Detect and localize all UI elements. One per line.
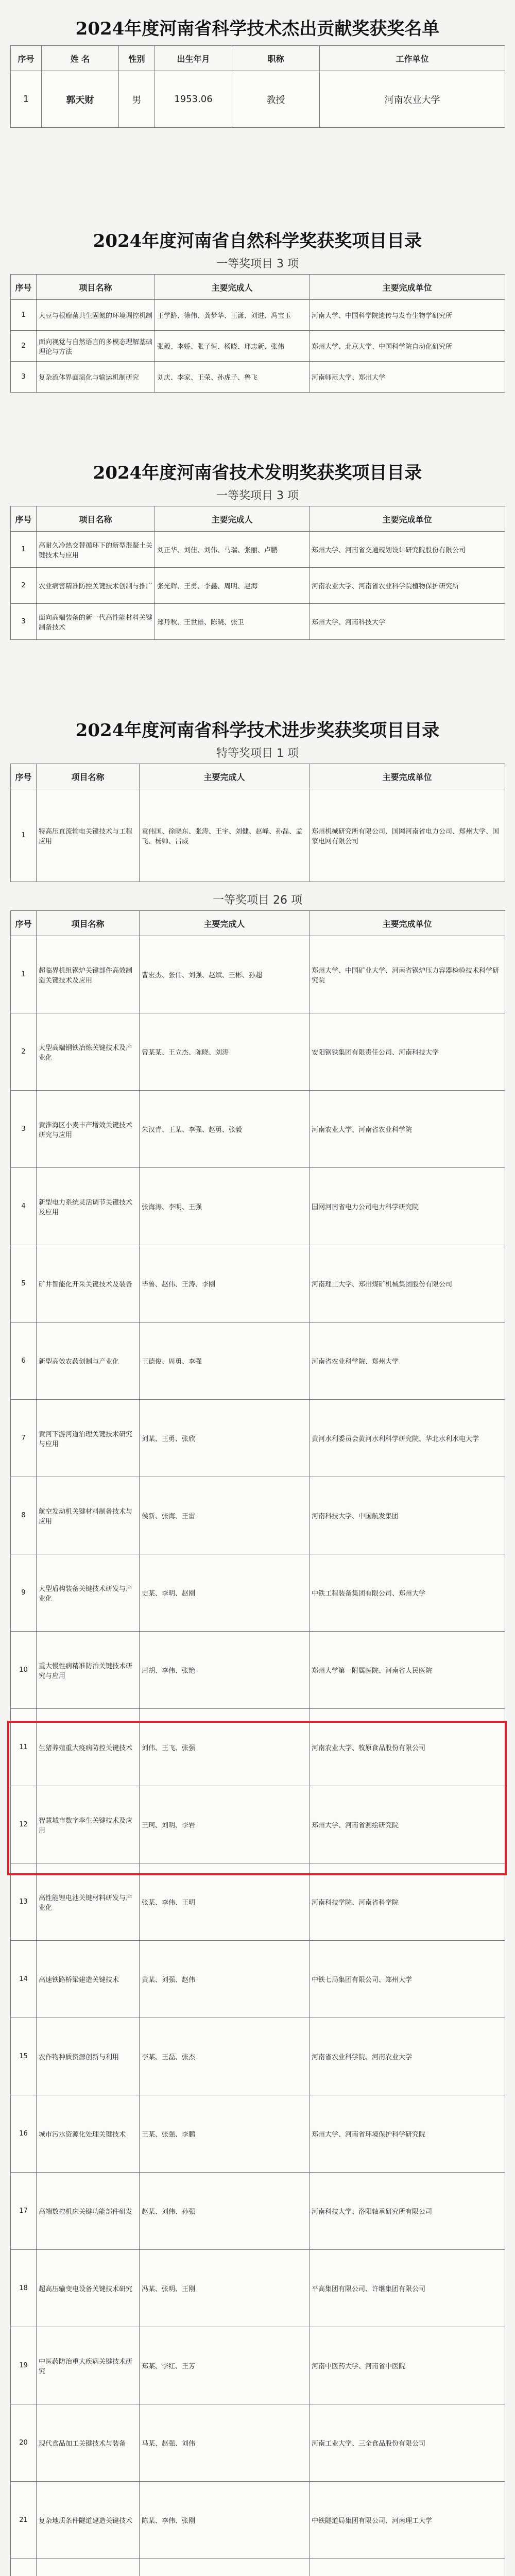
table-row (11, 1323, 505, 1400)
cell: 河南农业大学、河南省农业科学院植物保护研究所 (310, 568, 505, 604)
table-row (11, 2018, 505, 2095)
cell: 马某、赵强、刘伟 (140, 2404, 310, 2482)
table-row (11, 1013, 505, 1091)
cell (37, 2559, 140, 2576)
cell: 张毅、李娇、张子恒、杨晓、邢志新、张伟 (155, 331, 310, 362)
cell (140, 2559, 310, 2576)
cell: 2 (11, 1013, 37, 1091)
cell: 3 (11, 604, 37, 640)
header-cell: 出生年月 (155, 46, 232, 71)
cell: 大型盾构装备关键技术研发与产业化 (37, 1554, 140, 1632)
cell: 曹宏杰、张伟、刘强、赵斌、王彬、孙超 (140, 936, 310, 1013)
progress-first-grade: 一等奖项目 26 项 (213, 894, 302, 907)
cell: 黄河水利委员会黄河水利科学研究院、华北水利水电大学 (310, 1400, 505, 1477)
cell: 周胡、李伟、张艳 (140, 1632, 310, 1709)
cell: 新型电力系统灵活调节关键技术及应用 (37, 1168, 140, 1245)
cell: 郑州大学、河南省交通规划设计研究院股份有限公司 (310, 532, 505, 568)
cell (11, 2559, 37, 2576)
cell: 生猪养殖重大疫病防控关键技术 (37, 1709, 140, 1786)
cell: 朱汉青、王某、李强、赵勇、张毅 (140, 1091, 310, 1168)
cell: 袁伟国、徐晓东、张涛、王宇、刘健、赵峰、孙磊、孟飞、杨帅、吕威 (140, 789, 310, 882)
cell: 黄河下游河道治理关键技术研究与应用 (37, 1400, 140, 1477)
header-cell: 序号 (11, 764, 37, 789)
cell: 大豆与根瘤菌共生固氮的环境调控机制 (37, 300, 155, 331)
cell: 张某、李伟、王明 (140, 1863, 310, 1941)
cell: 河南农业大学、牧原食品股份有限公司 (310, 1709, 505, 1786)
cell: 1 (11, 71, 42, 128)
cell: 河南科技学院、河南省科学院 (310, 1863, 505, 1941)
natural-table (10, 274, 505, 393)
cell: 郑州大学、北京大学、中国科学院自动化研究所 (310, 331, 505, 362)
header-cell: 项目名称 (37, 275, 155, 300)
cell: 郑州大学、河南省环境保护科学研究院 (310, 2095, 505, 2173)
cell: 1 (11, 936, 37, 1013)
cell: 20 (11, 2404, 37, 2482)
header-cell: 主要完成单位 (310, 275, 505, 300)
cell: 郑州大学、河南省测绘研究院 (310, 1786, 505, 1863)
table-row (11, 604, 505, 640)
cell: 河南科技大学、洛阳轴承研究所有限公司 (310, 2173, 505, 2250)
contrib-title: 2024年度河南省科学技术杰出贡献奖获奖名单 (75, 19, 440, 39)
cell: 河南省农业科学院、郑州大学 (310, 1323, 505, 1400)
cell: 重大慢性病精准防治关键技术研究与应用 (37, 1632, 140, 1709)
header-cell: 序号 (11, 506, 37, 532)
cell: 黄某、刘强、赵伟 (140, 1941, 310, 2018)
cell: 河南理工大学、郑州煤矿机械集团股份有限公司 (310, 1245, 505, 1323)
cell: 黄淮海区小麦丰产增效关键技术研究与应用 (37, 1091, 140, 1168)
table-row (11, 71, 505, 128)
table-row (11, 2095, 505, 2173)
cell: 郑州大学、中国矿业大学、河南省锅炉压力容器检验技术科学研究院 (310, 936, 505, 1013)
cell: 侯新、张海、王雷 (140, 1477, 310, 1554)
header-cell: 性别 (119, 46, 155, 71)
header-cell: 序号 (11, 911, 37, 936)
cell: 刘正华、刘佳、刘伟、马瑞、张丽、卢鹏 (155, 532, 310, 568)
cell: 河南大学、中国科学院遗传与发育生物学研究所 (310, 300, 505, 331)
cell: 17 (11, 2173, 37, 2250)
cell: 河南农业大学 (320, 71, 505, 128)
cell: 赵某、刘伟、孙强 (140, 2173, 310, 2250)
cell: 王德俊、周勇、李强 (140, 1323, 310, 1400)
cell: 19 (11, 2327, 37, 2404)
header-cell: 序号 (11, 275, 37, 300)
table-row (11, 1554, 505, 1632)
cell: 王学路、徐伟、龚梦华、王潇、刘进、冯宝玉 (155, 300, 310, 331)
cell: 智慧城市数字孪生关键技术及应用 (37, 1786, 140, 1863)
invention-grade: 一等奖项目 3 项 (216, 489, 299, 502)
header-cell: 工作单位 (320, 46, 505, 71)
cell: 郑州大学、河南科技大学 (310, 604, 505, 640)
invention-section (0, 459, 515, 640)
invention-table (10, 506, 505, 640)
cell: 张海涛、李明、王强 (140, 1168, 310, 1245)
cell: 1 (11, 789, 37, 882)
progress-special-grade: 特等奖项目 1 项 (216, 747, 299, 760)
header-cell: 序号 (11, 46, 42, 71)
cell: 3 (11, 1091, 37, 1168)
header-cell: 职称 (232, 46, 320, 71)
cell: 河南农业大学、河南省农业科学院 (310, 1091, 505, 1168)
cell: 男 (119, 71, 155, 128)
table-row (11, 789, 505, 882)
table-row (11, 1941, 505, 2018)
cell: 农业病害精准防控关键技术创制与推广 (37, 568, 155, 604)
highlight-box (7, 1721, 507, 1875)
header-cell: 主要完成单位 (310, 911, 505, 936)
table-row (11, 2250, 505, 2327)
cell: 王珂、刘明、李岩 (140, 1786, 310, 1863)
table-row (11, 1245, 505, 1323)
cell: 史某、李明、赵刚 (140, 1554, 310, 1632)
cell: 郑某、李红、王芳 (140, 2327, 310, 2404)
cell: 高端数控机床关键功能部件研发 (37, 2173, 140, 2250)
header-cell: 项目名称 (37, 911, 140, 936)
cell: 郭天财 (42, 71, 119, 128)
cell: 教授 (232, 71, 320, 128)
cell: 高速铁路桥梁建造关键技术 (37, 1941, 140, 2018)
cell: 平高集团有限公司、许继集团有限公司 (310, 2250, 505, 2327)
header-cell: 主要完成人 (155, 275, 310, 300)
cell: 13 (11, 1863, 37, 1941)
cell: 陈某、李伟、张刚 (140, 2482, 310, 2559)
progress-special-table (10, 764, 505, 882)
cell: 新型高效农药创制与产业化 (37, 1323, 140, 1400)
cell: 河南师范大学、郑州大学 (310, 362, 505, 393)
cell: 1 (11, 532, 37, 568)
invention-title: 2024年度河南省技术发明奖获奖项目目录 (93, 463, 422, 483)
cell: 刘庆、李家、王荣、孙虎子、鲁飞 (155, 362, 310, 393)
table-row (11, 568, 505, 604)
cell: 超高压输变电设备关键技术研究 (37, 2250, 140, 2327)
table-row (11, 300, 505, 331)
cell: 现代食品加工关键技术与装备 (37, 2404, 140, 2482)
cell: 国网河南省电力公司电力科学研究院 (310, 1168, 505, 1245)
cell: 郑州机械研究所有限公司、国网河南省电力公司、郑州大学、国家电网有限公司 (310, 789, 505, 882)
cell: 刘某、王勇、张欣 (140, 1400, 310, 1477)
header-cell: 项目名称 (37, 764, 140, 789)
cell: 高耐久冷热交替循环下的新型混凝土关键技术与应用 (37, 532, 155, 568)
cell: 21 (11, 2482, 37, 2559)
cell: 11 (11, 1709, 37, 1786)
cell: 矿井智能化开采关键技术及装备 (37, 1245, 140, 1323)
cell: 10 (11, 1632, 37, 1709)
cell: 张光辉、王勇、李鑫、周明、赵海 (155, 568, 310, 604)
cell: 7 (11, 1400, 37, 1477)
header-cell: 主要完成人 (155, 506, 310, 532)
cell: 1953.06 (155, 71, 232, 128)
table-row (11, 1477, 505, 1554)
table-row (11, 1632, 505, 1709)
contrib-table (10, 45, 505, 128)
natural-section (0, 227, 515, 393)
cell: 河南省农业科学院、河南农业大学 (310, 2018, 505, 2095)
progress-title: 2024年度河南省科学技术进步奖获奖项目目录 (75, 720, 440, 741)
header-cell: 主要完成人 (140, 911, 310, 936)
header-cell: 姓 名 (42, 46, 119, 71)
cell: 冯某、张明、王刚 (140, 2250, 310, 2327)
header-cell: 主要完成人 (140, 764, 310, 789)
cell: 王某、张强、李鹏 (140, 2095, 310, 2173)
natural-grade: 一等奖项目 3 项 (216, 258, 299, 270)
header-cell: 主要完成单位 (310, 506, 505, 532)
table-row (11, 936, 505, 1013)
cell: 河南科技大学、中国航发集团 (310, 1477, 505, 1554)
cell: 刘伟、王飞、张强 (140, 1709, 310, 1786)
cell: 特高压直流输电关键技术与工程应用 (37, 789, 140, 882)
cell: 高性能锂电池关键材料研发与产业化 (37, 1863, 140, 1941)
cell: 1 (11, 300, 37, 331)
cell: 中铁工程装备集团有限公司、郑州大学 (310, 1554, 505, 1632)
cell: 6 (11, 1323, 37, 1400)
cell: 复杂流体界面演化与输运机制研究 (37, 362, 155, 393)
cell: 14 (11, 1941, 37, 2018)
cell: 郑丹秋、王世雄、陈晓、张卫 (155, 604, 310, 640)
table-row (11, 1168, 505, 1245)
cell: 4 (11, 1168, 37, 1245)
cell: 航空发动机关键材料制备技术与应用 (37, 1477, 140, 1554)
cell: 16 (11, 2095, 37, 2173)
cell: 毕鲁、赵伟、王涛、李刚 (140, 1245, 310, 1323)
cell: 河南工业大学、三全食品股份有限公司 (310, 2404, 505, 2482)
natural-title: 2024年度河南省自然科学奖获奖项目目录 (93, 231, 422, 251)
progress-section (0, 716, 515, 2576)
table-row (11, 2482, 505, 2559)
cell: 大型高端钢铁冶炼关键技术及产业化 (37, 1013, 140, 1091)
cell: 中医药防治重大疾病关键技术研究 (37, 2327, 140, 2404)
table-row (11, 532, 505, 568)
cell: 郑州大学第一附属医院、河南省人民医院 (310, 1632, 505, 1709)
table-row (11, 2173, 505, 2250)
cell (310, 2559, 505, 2576)
cell: 曾某某、王立杰、陈晓、刘涛 (140, 1013, 310, 1091)
table-row (11, 2404, 505, 2482)
table-row (11, 2559, 505, 2576)
cell: 李某、王磊、张杰 (140, 2018, 310, 2095)
table-row (11, 331, 505, 362)
cell: 9 (11, 1554, 37, 1632)
table-row (11, 2327, 505, 2404)
cell: 18 (11, 2250, 37, 2327)
header-cell: 主要完成单位 (310, 764, 505, 789)
cell: 2 (11, 568, 37, 604)
cell: 中铁隧道局集团有限公司、河南理工大学 (310, 2482, 505, 2559)
cell: 5 (11, 1245, 37, 1323)
cell: 城市污水资源化处理关键技术 (37, 2095, 140, 2173)
cell: 3 (11, 362, 37, 393)
header-cell: 项目名称 (37, 506, 155, 532)
cell: 15 (11, 2018, 37, 2095)
table-row (11, 1400, 505, 1477)
table-row (11, 1091, 505, 1168)
cell: 中铁七局集团有限公司、郑州大学 (310, 1941, 505, 2018)
cell: 12 (11, 1786, 37, 1863)
cell: 河南中医药大学、河南省中医院 (310, 2327, 505, 2404)
cell: 复杂地质条件隧道建造关键技术 (37, 2482, 140, 2559)
cell: 8 (11, 1477, 37, 1554)
cell: 超临界机组锅炉关键部件高效制造关键技术及应用 (37, 936, 140, 1013)
cell: 安阳钢铁集团有限责任公司、河南科技大学 (310, 1013, 505, 1091)
cell: 2 (11, 331, 37, 362)
cell: 面向视觉与自然语言的多模态理解基础理论与方法 (37, 331, 155, 362)
contrib-section (0, 0, 515, 128)
table-row (11, 362, 505, 393)
cell: 面向高端装备的新一代高性能材料关键制备技术 (37, 604, 155, 640)
cell: 农作物种质资源创新与利用 (37, 2018, 140, 2095)
